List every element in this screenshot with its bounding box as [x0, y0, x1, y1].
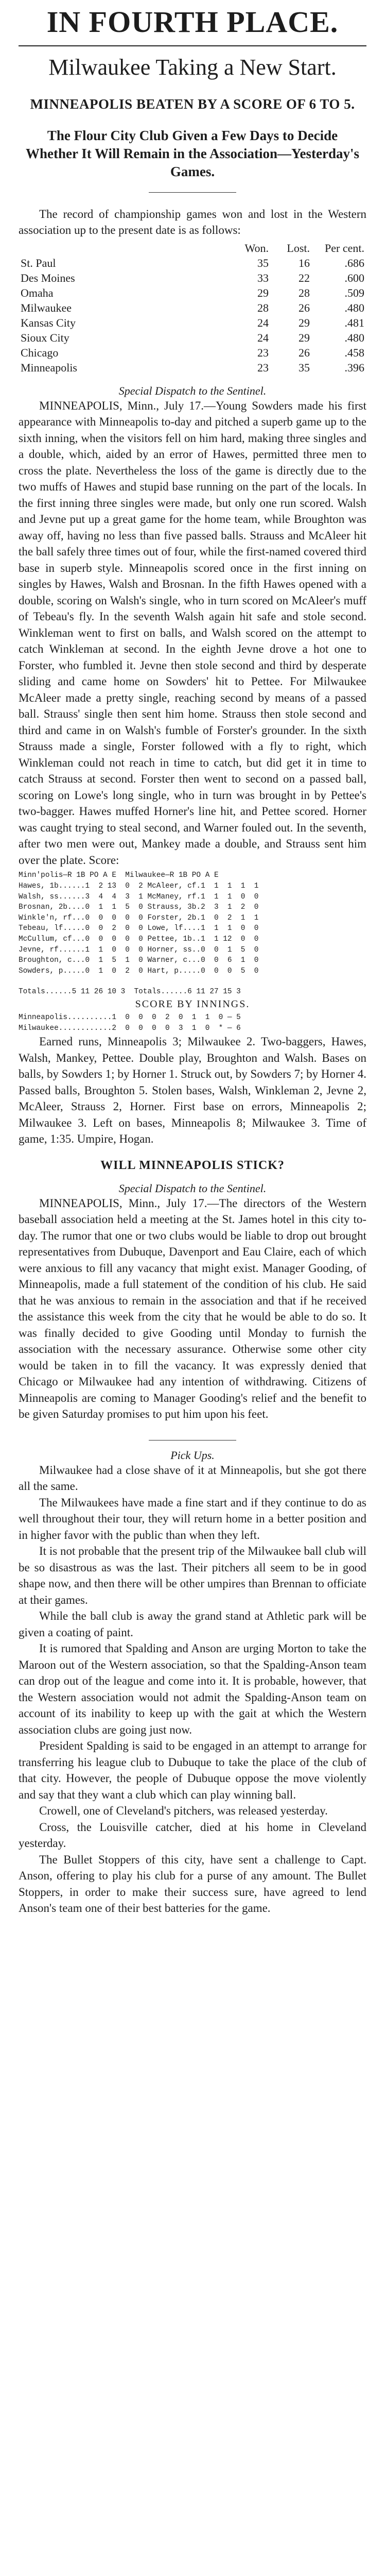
pickup-paragraph: Cross, the Louisville catcher, died at his home in Cleveland yesterday.	[19, 1820, 366, 1850]
standings-lost: 26	[299, 346, 310, 359]
box-score-line: Sowders, p.....0 1 0 2 0 Hart, p.....0 0 0 5 0	[19, 967, 259, 975]
box-score-line: McCullum, cf...0 0 0 0 0 Pettee, 1b..1 1 12 0 0	[19, 935, 259, 944]
box-score-line: Tebeau, lf.....0 0 2 0 0 Lowe, lf....1 1 1 0 0	[19, 924, 259, 933]
standings-row	[19, 256, 366, 270]
standings-table	[19, 241, 366, 375]
pickup-paragraph: While the ball club is away the grand stand at Athletic park will be given a coating of paint.	[19, 1609, 366, 1639]
standings-lost: 29	[299, 331, 310, 344]
deck-summary: The Flour City Club Given a Few Days to Decide Whether It Will Remain in the Association—Yesterday's Games.	[26, 127, 360, 179]
standings-pct: .396	[344, 361, 364, 374]
standings-lost: 35	[299, 361, 310, 374]
standings-won: 33	[257, 271, 269, 284]
standings-pct: .480	[344, 331, 364, 344]
pickup-paragraph: The Bullet Stoppers of this city, have sent a challenge to Capt. Anson, offering to play his club for a purse of any amount. The Bullet Stoppers, in order to make their success sure, have agreed to lend Anson's team one of their best batteries for the game.	[19, 1853, 366, 1915]
standings-club: Kansas City	[21, 316, 76, 329]
box-score-line: Jevne, rf......1 1 0 0 0 Horner, ss..0 0 1 5 0	[19, 945, 259, 954]
standings-pct: .481	[344, 316, 364, 329]
innings-line: Milwaukee............2 0 0 0 0 3 1 0 * — 6	[19, 1024, 241, 1032]
standings-won: 24	[257, 316, 269, 329]
standings-club: Minneapolis	[21, 361, 77, 374]
standings-row	[19, 360, 366, 375]
standings-pct: .686	[344, 256, 364, 269]
standings-won: 29	[257, 286, 269, 299]
box-score-line: Walsh, ss......3 4 4 3 1 McManey, rf.1 1 1 0 0	[19, 892, 259, 901]
standings-row	[19, 330, 366, 345]
box-score-line: Broughton, c...0 1 5 1 0 Warner, c...0 0 6 1 0	[19, 956, 259, 965]
standings-won: 35	[257, 256, 269, 269]
innings-score	[19, 1012, 366, 1033]
standings-intro: The record of championship games won and lost in the Western association up to the present date is as follows:	[19, 207, 366, 237]
standings-won: 24	[257, 331, 269, 344]
pickup-paragraph: It is not probable that the present trip of the Milwaukee ball club will be so disastrous as was the last. Their pitchers all seem to be in good shape now, and then there will be other umpires than Brennan to officiate at their games.	[19, 1545, 366, 1606]
standings-lost: 26	[299, 301, 310, 314]
standings-row	[19, 270, 366, 285]
sticky-report	[19, 1195, 366, 1422]
pickup-paragraph: Milwaukee had a close shave of it at Minneapolis, but she got there all the same.	[19, 1463, 366, 1493]
pickup-paragraph: President Spalding is said to be engaged in an attempt to arrange for transferring his league club to Dubuque to take the place of the club of that city. However, the people of Dubuque oppose the move violently and say that they want a club which can play winning ball.	[19, 1739, 366, 1801]
innings-line: Minneapolis..........1 0 0 0 2 0 1 1 0 — 5	[19, 1013, 241, 1022]
standings-row	[19, 315, 366, 330]
standings-lost: 22	[299, 271, 310, 284]
headline-rule	[19, 45, 366, 46]
special-dispatch-label-2: Special Dispatch to the Sentinel.	[118, 1181, 267, 1195]
standings-row	[19, 300, 366, 315]
standings-header-won: Won.	[244, 241, 269, 255]
box-score-line: Minn'polis—R 1B PO A E Milwaukee—R 1B PO A E	[19, 871, 219, 880]
standings-won: 28	[257, 301, 269, 314]
pickups-heading: Pick Ups.	[170, 1448, 215, 1462]
box-score-line: Totals......5 11 26 10 3 Totals......6 11 27 15 3	[19, 988, 241, 996]
standings-club: St. Paul	[21, 256, 56, 269]
standings-pct: .600	[344, 271, 364, 284]
game-paragraph: MINNEAPOLIS, Minn., July 17.—Young Sowders made his first appearance with Minneapolis to-day and pitched a superb game up to the sixth inning, when the visitors fell on him hard, making three singles and a double, which, aided by an error of Hawes, permitted three men to cross the plate. Nevertheless the loss of the game is directly due to the two muffs of Hawes and stupid base running on the part of the locals. In the first inning three singles were made, but only one run scored. Walsh and Jevne put up a great game for the home team, while Broughton was away off, having no less than five passed balls. Strauss and McAleer hit the ball safely three times out of four, while the first-named covered third base in superb style. Minneapolis scored once in the first inning on singles by Hawes, Walsh and Brosnan. In the fifth Hawes opened with a double, scoring on Walsh's single, who in turn scored on McAleer's muff of Tebeau's fly. In the seventh Walsh again hit safe and stole second. Winkleman went to first on balls, and Walsh scored on the attempt to catch Winkleman at second. In the eighth Jevne drove a hot one to Forster, who fumbled it. Jevne then stole second and third by desperate sliding and came home on Sowders' hit to Pettee. For Milwaukee McAleer made a pretty single, reaching second by means of a passed ball. Strauss' single then sent him home. Strauss then stole second and third and came in on Walsh's fumble of Forster's grounder. In the sixth Strauss made a single, Forster followed with a fly to right, which Winkleman could not reach in time to catch, but did get it in time to catch Strauss at second. Forster then went to second on a passed ball, scoring on Lowe's long single, who in turn was brought in by Pettee's two-bagger. Hawes muffed Horner's line hit, and Pettee scored. Horner was caught trying to steal second, and Warner fouled out. In the seventh, after two men were out, Mankey made a double, and Strauss sent him over the plate. Score:	[19, 399, 366, 867]
standings-header-club	[19, 241, 230, 256]
deck-score-line: MINNEAPOLIS BEATEN BY A SCORE OF 6 TO 5.	[30, 96, 355, 112]
standings-lost: 28	[299, 286, 310, 299]
standings-club: Milwaukee	[21, 301, 72, 314]
box-score-line: Brosnan, 2b....0 1 1 5 0 Strauss, 3b.2 3 1 2 0	[19, 903, 259, 912]
standings-won: 23	[257, 346, 269, 359]
standings-club: Omaha	[21, 286, 54, 299]
game-summary: Earned runs, Minneapolis 3; Milwaukee 2. Two-baggers, Hawes, Walsh, Mankey, Pettee. Double play, Broughton and Walsh. Bases on balls, by Sowders 1; by Horner 1. Struck out, by Sowders 7; by Horner 4. Passed balls, Broughton 5. Stolen bases, Walsh, Winkleman 2, Jevne 2, McAleer, Strauss 2, Horner. First base on errors, Minneapolis 2; Milwaukee 3. Left on bases, Minneapolis 8; Milwaukee 3. Time of game, 1:35. Umpire, Hogan.	[19, 1035, 366, 1146]
standings-pct: .509	[344, 286, 364, 299]
headline: IN FOURTH PLACE.	[46, 5, 339, 39]
innings-title: SCORE BY INNINGS.	[135, 998, 250, 1010]
box-score	[19, 870, 366, 997]
standings-club: Chicago	[21, 346, 59, 359]
box-score-line	[19, 976, 366, 987]
standings-header-row	[19, 241, 366, 256]
standings-lost: 16	[299, 256, 310, 269]
standings-body	[19, 256, 366, 375]
deck-subheadline: Milwaukee Taking a New Start.	[48, 55, 337, 80]
sticky-subhead: WILL MINNEAPOLIS STICK?	[100, 1158, 285, 1172]
standings-club: Des Moines	[21, 271, 75, 284]
pickups-list	[19, 1462, 366, 1917]
standings-lost: 29	[299, 316, 310, 329]
box-score-line: Winkle'n, rf...0 0 0 0 0 Forster, 2b.1 0 2 1 1	[19, 913, 259, 922]
standings-pct: .458	[344, 346, 364, 359]
standings-pct: .480	[344, 301, 364, 314]
pickup-paragraph: Crowell, one of Cleveland's pitchers, was released yesterday.	[39, 1804, 328, 1818]
special-dispatch-label: Special Dispatch to the Sentinel.	[118, 384, 267, 397]
game-report	[19, 398, 366, 869]
newspaper-column	[19, 0, 366, 2576]
pickup-paragraph: The Milwaukees have made a fine start and if they continue to do as well throughout their tour, they will return home in a better position and in higher favor with the public than when they left.	[19, 1496, 366, 1541]
standings-won: 23	[257, 361, 269, 374]
section-divider	[149, 192, 236, 193]
pickup-paragraph: It is rumored that Spalding and Anson are urging Morton to take the Maroon out of the Western association, so that the Spalding-Anson team can drop out of the league and come into it. It is probable, however, that the Western association would not admit the Spalding-Anson team on account of its inability to keep up with the gait at which the Western association clubs are going just now.	[19, 1642, 366, 1736]
standings-row	[19, 285, 366, 300]
standings-header-pct: Per cent.	[325, 241, 364, 255]
standings-header-lost: Lost.	[287, 241, 310, 255]
standings-club: Sioux City	[21, 331, 69, 344]
standings-row	[19, 345, 366, 360]
sticky-paragraph: MINNEAPOLIS, Minn., July 17.—The directors of the Western baseball association held a meeting at the St. James hotel in this city to-day. The rumor that one or two clubs would be liable to drop out brought representatives from Dubuque, Davenport and Eau Claire, each of which were anxious to fill any vacancy that might exist. Manager Gooding, of Minneapolis, made a full statement of the condition of his club. He said that he was anxious to remain in the association and that if he received the assistance this week from the city that he would be able to do so. It was finally decided to give Gooding until Monday to furnish the association with the necessary assurance. Otherwise some other city would be taken in to fill the vacancy. It was expressly denied that Chicago or Milwaukee had any intention of withdrawing. Citizens of Minneapolis are coming to Manager Gooding's relief and the benefit to be given Saturday promises to put him upon his feet.	[19, 1196, 366, 1421]
box-score-line: Hawes, 1b......1 2 13 0 2 McAleer, cf.1 1 1 1 1	[19, 882, 259, 891]
